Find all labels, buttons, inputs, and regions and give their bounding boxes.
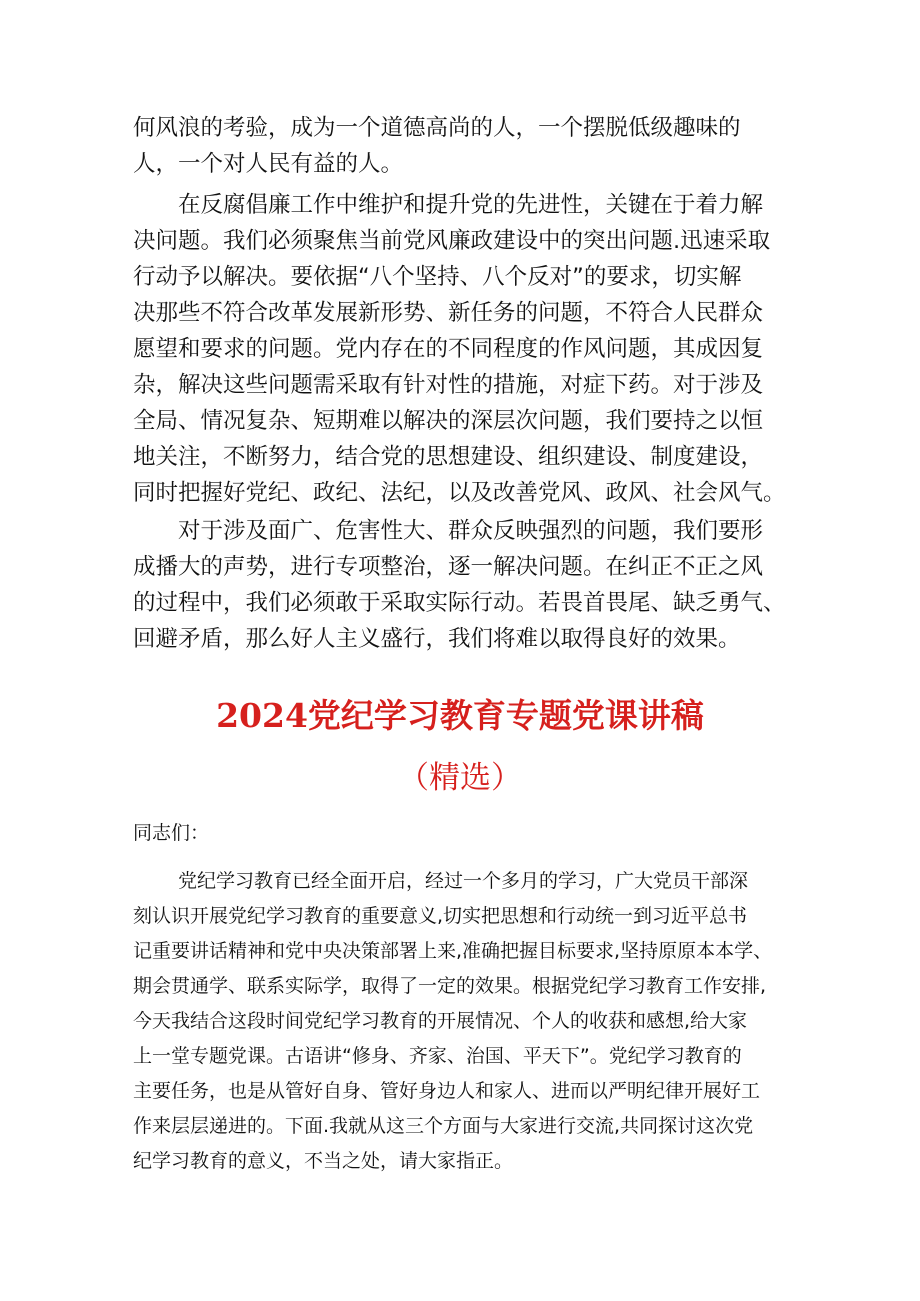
paragraph-line: 决那些不符合改革发展新形势、新任务的问题，不符合人民群众: [133, 300, 764, 326]
paragraph-line: 上一堂专题党课。古语讲“修身、齐家、治国、平天下”。党纪学习教育的: [133, 1045, 742, 1067]
paragraph-line: 期会贯通学、联系实际学，取得了一定的效果。根据党纪学习教育工作安排,: [133, 975, 767, 997]
paragraph-line: 人，一个对人民有益的人。: [133, 151, 404, 177]
paragraph-line: 成播大的声势，进行专项整治，逐一解决问题。在纠正不正之风: [133, 554, 764, 580]
paragraph-line: 对于涉及面广、危害性大、群众反映强烈的问题，我们要形: [178, 518, 764, 544]
paragraph-line: 地关注，不断努力，结合党的思想建设、组织建设、制度建设，: [133, 444, 764, 470]
paragraph-line: 今天我结合这段时间党纪学习教育的开展情况、个人的收获和感想,给大家: [133, 1010, 748, 1032]
paragraph-line: 刻认识开展党纪学习教育的重要意义,切实把思想和行动统一到习近平总书: [133, 905, 748, 927]
paragraph-line: 愿望和要求的问题。党内存在的不同程度的作风问题，其成因复: [133, 336, 764, 362]
paragraph-line: 决问题。我们必须聚焦当前党风廉政建设中的突出问题.迅速采取: [133, 228, 771, 254]
document-subtitle: （精选）: [398, 760, 522, 796]
paragraph-line: 在反腐倡廉工作中维护和提升党的先进性，关键在于着力解: [178, 192, 764, 218]
paragraph-line: 纪学习教育的意义，不当之处，请大家指正。: [133, 1150, 514, 1172]
paragraph-line: 全局、情况复杂、短期难以解决的深层次问题，我们要持之以恒: [133, 408, 764, 434]
paragraph-line: 何风浪的考验，成为一个道德高尚的人，一个摆脱低级趣味的: [133, 115, 741, 141]
paragraph-line: 党纪学习教育已经全面开启，经过一个多月的学习，广大党员干部深: [178, 870, 749, 892]
paragraph-line: 行动予以解决。要依据“八个坚持、八个反对”的要求，切实解: [133, 264, 742, 290]
document-title: 2024党纪学习教育专题党课讲稿: [216, 696, 704, 735]
paragraph-line: 主要任务，也是从管好自身、管好身边人和家人、进而以严明纪律开展好工: [133, 1080, 761, 1102]
paragraph-line: 记重要讲话精神和党中央决策部署上来,准确把握目标要求,坚持原原本本学、: [133, 940, 773, 962]
salutation: 同志们：: [133, 822, 210, 844]
paragraph-line: 回避矛盾，那么好人主义盛行，我们将难以取得良好的效果。: [133, 626, 741, 652]
paragraph-line: 杂，解决这些问题需采取有针对性的措施，对症下药。对于涉及: [133, 372, 764, 398]
paragraph-line: 的过程中，我们必须敢于采取实际行动。若畏首畏尾、缺乏勇气、: [133, 590, 786, 616]
section-two: [133, 0, 793, 1200]
paragraph-line: 同时把握好党纪、政纪、法纪，以及改善党风、政风、社会风气。: [133, 480, 786, 506]
paragraph-line: 作来层层递进的。下面.我就从这三个方面与大家进行交流,共同探讨这次党: [133, 1115, 754, 1137]
